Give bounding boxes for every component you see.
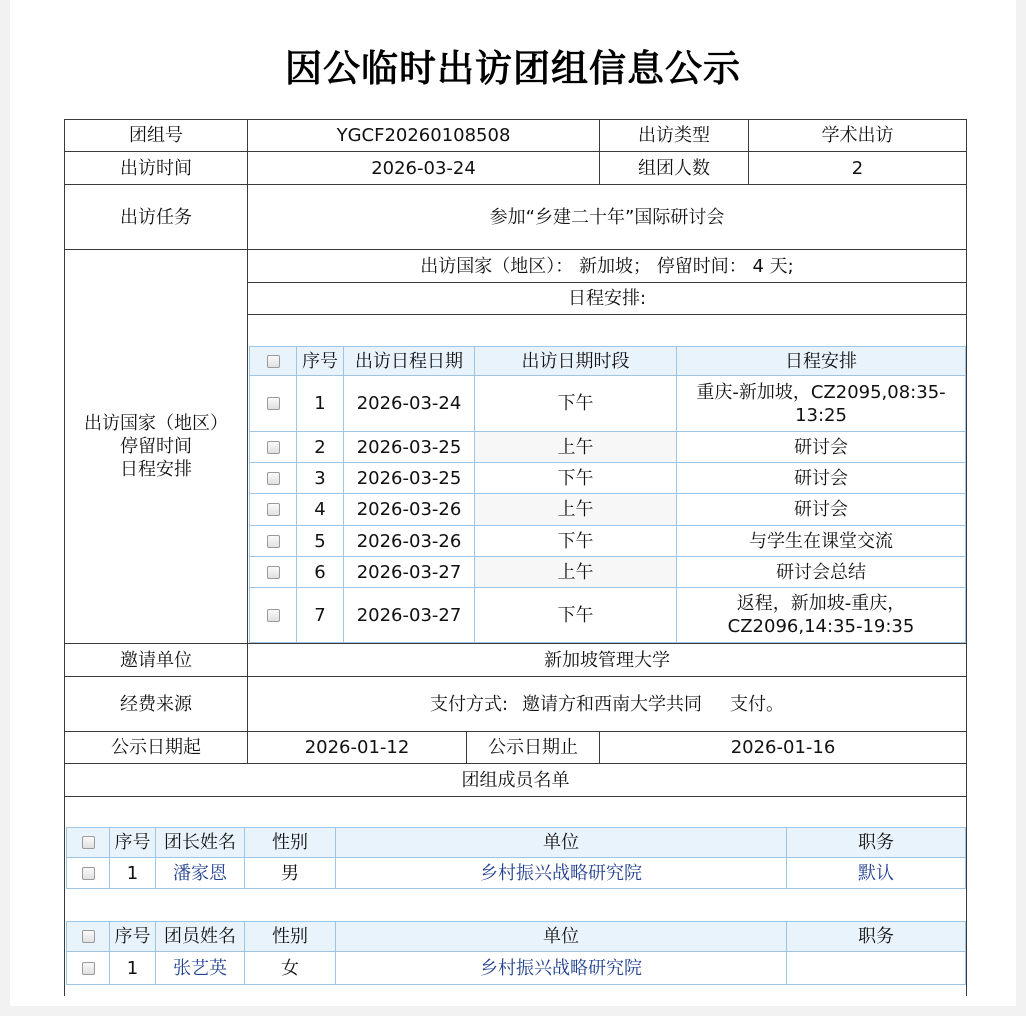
member-row-unit[interactable]: 乡村振兴战略研究院 xyxy=(335,951,787,985)
member-row-post[interactable] xyxy=(786,951,966,985)
leaders-col-post: 职务 xyxy=(786,827,966,858)
members-title: 团组成员名单 xyxy=(64,763,967,797)
schedule-row-checkbox[interactable] xyxy=(249,493,297,526)
members-col-unit: 单位 xyxy=(335,921,787,952)
schedule-row-date: 2026-03-26 xyxy=(343,493,475,526)
schedule-row-plan: 研讨会总结 xyxy=(676,556,966,588)
schedule-row-period: 下午 xyxy=(474,525,677,557)
checkbox-icon[interactable] xyxy=(267,535,280,548)
leader-row-gender: 男 xyxy=(244,857,336,889)
schedule-row-plan: 研讨会 xyxy=(676,431,966,463)
group-no-label: 团组号 xyxy=(64,119,248,152)
leader-row-no: 1 xyxy=(109,857,156,889)
funding-label: 经费来源 xyxy=(64,676,248,732)
members-col-gender: 性别 xyxy=(244,921,336,952)
members-col-post: 职务 xyxy=(786,921,966,952)
leader-row-post[interactable]: 默认 xyxy=(786,857,966,889)
country-label xyxy=(64,249,248,644)
checkbox-icon[interactable] xyxy=(267,566,280,579)
leader-row-checkbox[interactable] xyxy=(66,857,110,889)
checkbox-icon[interactable] xyxy=(267,472,280,485)
schedule-row-plan: 与学生在课堂交流 xyxy=(676,525,966,557)
schedule-row-checkbox[interactable] xyxy=(249,556,297,588)
schedule-row-no: 1 xyxy=(296,375,344,432)
member-row-checkbox[interactable] xyxy=(66,951,110,985)
schedule-row-period: 上午 xyxy=(474,431,677,463)
country-label-line-3: 日程安排 xyxy=(120,459,192,480)
members-select-all[interactable] xyxy=(66,921,110,952)
visit-time-value: 2026-03-24 xyxy=(247,151,600,185)
schedule-row-period: 上午 xyxy=(474,493,677,526)
checkbox-icon[interactable] xyxy=(82,867,95,880)
pub-end-value: 2026-01-16 xyxy=(599,731,967,764)
country-label-line-1: 出访国家（地区） xyxy=(84,413,228,434)
schedule-select-all[interactable] xyxy=(249,346,297,376)
funding-value xyxy=(247,676,967,732)
schedule-row-date: 2026-03-24 xyxy=(343,375,475,432)
visit-type-value: 学术出访 xyxy=(748,119,967,152)
schedule-row-no: 2 xyxy=(296,431,344,463)
schedule-row-period: 下午 xyxy=(474,462,677,494)
schedule-row-plan: 研讨会 xyxy=(676,462,966,494)
leaders-col-name: 团长姓名 xyxy=(155,827,245,858)
checkbox-icon[interactable] xyxy=(267,609,280,622)
leader-row-unit[interactable]: 乡村振兴战略研究院 xyxy=(335,857,787,889)
inviter-label: 邀请单位 xyxy=(64,643,248,677)
schedule-row-no: 3 xyxy=(296,462,344,494)
schedule-row-plan: 研讨会 xyxy=(676,493,966,526)
schedule-row-no: 4 xyxy=(296,493,344,526)
checkbox-icon[interactable] xyxy=(82,930,95,943)
pub-start-label: 公示日期起 xyxy=(64,731,248,764)
schedule-row-date: 2026-03-27 xyxy=(343,556,475,588)
task-value: 参加“乡建二十年”国际研讨会 xyxy=(247,184,967,250)
checkbox-icon[interactable] xyxy=(267,441,280,454)
schedule-row-checkbox[interactable] xyxy=(249,431,297,463)
schedule-row-plan: 返程，新加坡-重庆，CZ2096,14:35-19:35 xyxy=(676,587,966,643)
funding-text: 邀请方和西南大学共同 xyxy=(522,693,703,715)
schedule-col-period: 出访日期时段 xyxy=(474,346,677,376)
schedule-row-date: 2026-03-25 xyxy=(343,462,475,494)
members-col-name: 团员姓名 xyxy=(155,921,245,952)
schedule-row-period: 下午 xyxy=(474,375,677,432)
leaders-col-gender: 性别 xyxy=(244,827,336,858)
pub-end-label: 公示日期止 xyxy=(466,731,600,764)
schedule-row-no: 5 xyxy=(296,525,344,557)
checkbox-icon[interactable] xyxy=(82,962,95,975)
schedule-row-date: 2026-03-25 xyxy=(343,431,475,463)
pub-start-value: 2026-01-12 xyxy=(247,731,467,764)
schedule-row-checkbox[interactable] xyxy=(249,587,297,643)
leaders-select-all[interactable] xyxy=(66,827,110,858)
leaders-col-no: 序号 xyxy=(109,827,156,858)
group-size-value: 2 xyxy=(748,151,967,185)
schedule-row-date: 2026-03-26 xyxy=(343,525,475,557)
schedule-row-no: 6 xyxy=(296,556,344,588)
schedule-row-plan: 重庆-新加坡，CZ2095,08:35-13:25 xyxy=(676,375,966,432)
members-col-no: 序号 xyxy=(109,921,156,952)
schedule-label: 日程安排: xyxy=(247,282,967,315)
schedule-col-date: 出访日程日期 xyxy=(343,346,475,376)
schedule-row-period: 下午 xyxy=(474,587,677,643)
country-label-line-2: 停留时间 xyxy=(120,436,192,457)
schedule-row-period: 上午 xyxy=(474,556,677,588)
schedule-row-checkbox[interactable] xyxy=(249,462,297,494)
schedule-row-no: 7 xyxy=(296,587,344,643)
member-row-no: 1 xyxy=(109,951,156,985)
leaders-col-unit: 单位 xyxy=(335,827,787,858)
funding-prefix: 支付方式: xyxy=(429,693,509,715)
schedule-row-checkbox[interactable] xyxy=(249,375,297,432)
visit-time-label: 出访时间 xyxy=(64,151,248,185)
schedule-row-date: 2026-03-27 xyxy=(343,587,475,643)
funding-suffix: 支付。 xyxy=(730,693,785,715)
member-row-gender: 女 xyxy=(244,951,336,985)
checkbox-icon[interactable] xyxy=(267,503,280,516)
country-stay-line: 出访国家（地区）： 新加坡； 停留时间： 4 天; xyxy=(247,249,967,283)
page-title: 因公临时出访团组信息公示 xyxy=(285,47,741,90)
visit-type-label: 出访类型 xyxy=(599,119,749,152)
member-row-name[interactable]: 张艺英 xyxy=(155,951,245,985)
leader-row-name[interactable]: 潘家恩 xyxy=(155,857,245,889)
checkbox-icon[interactable] xyxy=(267,355,280,368)
checkbox-icon[interactable] xyxy=(267,397,280,410)
inviter-value: 新加坡管理大学 xyxy=(247,643,967,677)
schedule-row-checkbox[interactable] xyxy=(249,525,297,557)
checkbox-icon[interactable] xyxy=(82,836,95,849)
group-no-value: YGCF20260108508 xyxy=(247,119,600,152)
group-size-label: 组团人数 xyxy=(599,151,749,185)
schedule-col-no: 序号 xyxy=(296,346,344,376)
task-label: 出访任务 xyxy=(64,184,248,250)
schedule-col-plan: 日程安排 xyxy=(676,346,966,376)
